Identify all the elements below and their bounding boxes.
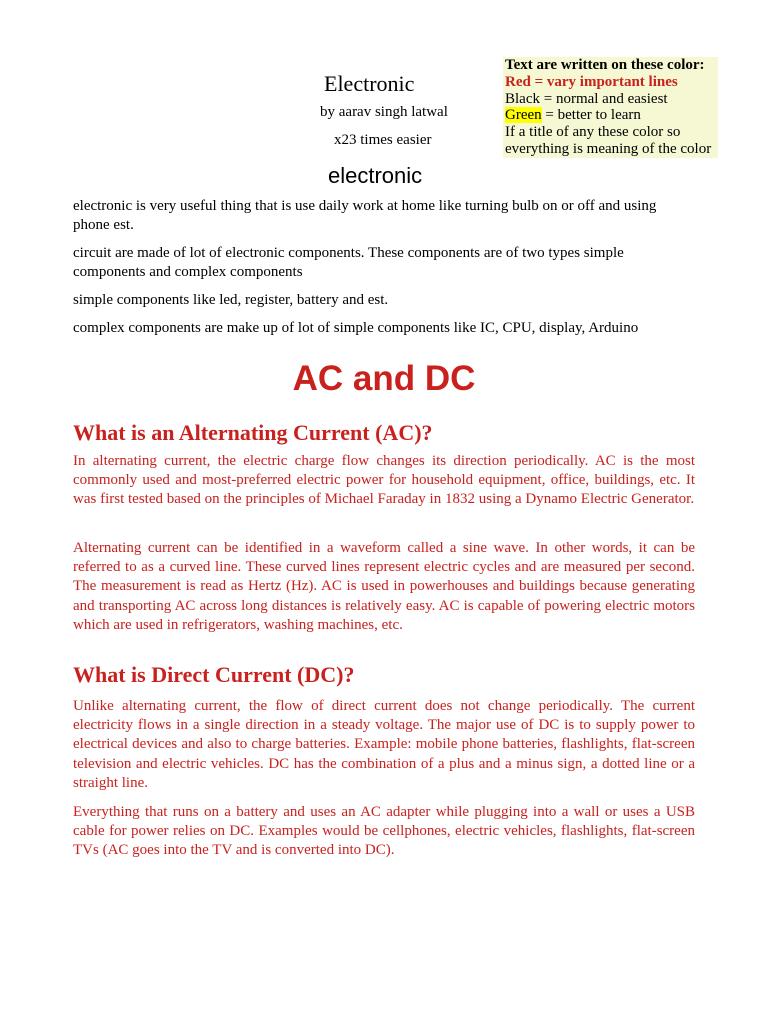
ac-paragraph: Alternating current can be identified in a waveform called a sine wave. In other words, it can be referred to as a curved line. These curved lines represent electric cycles and are measured per second. The measurement is read as Hertz (Hz). AC is used in powerhouses and buildings because generating and transporting AC across long distances is relatively easy. AC is capable of powering electric motors which are used in refrigerators, washing machines, etc. — [73, 540, 695, 633]
dc-paragraph: Unlike alternating current, the flow of direct current does not change periodically. The current electricity flows in a single direction in a steady voltage. The major use of DC is to supply power to electrical devices and also to charge batteries. Example: mobile phone batteries, flashlights, flat-screen television and electric vehicles. DC has the combination of a plus and a minus sign, a dotted line or a straight line. — [73, 698, 695, 791]
intro-paragraph: circuit are made of lot of electronic components. These components are of two types simple components and complex components — [73, 245, 624, 281]
intro-paragraph: electronic is very useful thing that is use daily work at home like turning bulb on or off and using phone est. — [73, 198, 657, 234]
ac-heading: What is an Alternating Current (AC)? — [73, 420, 433, 445]
legend-green-line — [505, 107, 718, 124]
document-title: Electronic — [324, 71, 415, 96]
section-heading-ac-dc: AC and DC — [292, 359, 476, 398]
legend-note-line2: everything is meaning of the color — [505, 140, 712, 157]
legend-green-word: Green — [505, 107, 542, 124]
legend-red-line: Red = vary important lines — [505, 73, 678, 90]
legend-note-line1: If a title of any these color so — [505, 124, 681, 141]
legend-title: Text are written on these color: — [505, 57, 705, 73]
color-legend-box — [503, 57, 718, 158]
ac-paragraph: In alternating current, the electric charge flow changes its direction periodically. AC is the most commonly used and most-preferred electric power for household equipment, office, buildings, etc. It was first tested based on the principles of Michael Faraday in 1832 using a Dynamo Electric Generator. — [73, 453, 695, 508]
legend-black-line: Black = normal and easiest — [505, 90, 668, 107]
dc-heading: What is Direct Current (DC)? — [73, 662, 355, 687]
intro-heading: electronic — [328, 163, 423, 188]
legend-green-rest: = better to learn — [541, 107, 641, 124]
intro-paragraph: simple components like led, register, battery and est. — [73, 292, 389, 308]
tagline: x23 times easier — [334, 132, 432, 148]
intro-paragraph: complex components are make up of lot of simple components like IC, CPU, display, Arduino — [73, 320, 639, 336]
dc-paragraph: Everything that runs on a battery and uses an AC adapter while plugging into a wall or uses a USB cable for power relies on DC. Examples would be cellphones, electric vehicles, flashlights, flat-screen TVs (AC goes into the TV and is converted into DC). — [73, 804, 695, 859]
author-byline: by aarav singh latwal — [320, 104, 448, 120]
